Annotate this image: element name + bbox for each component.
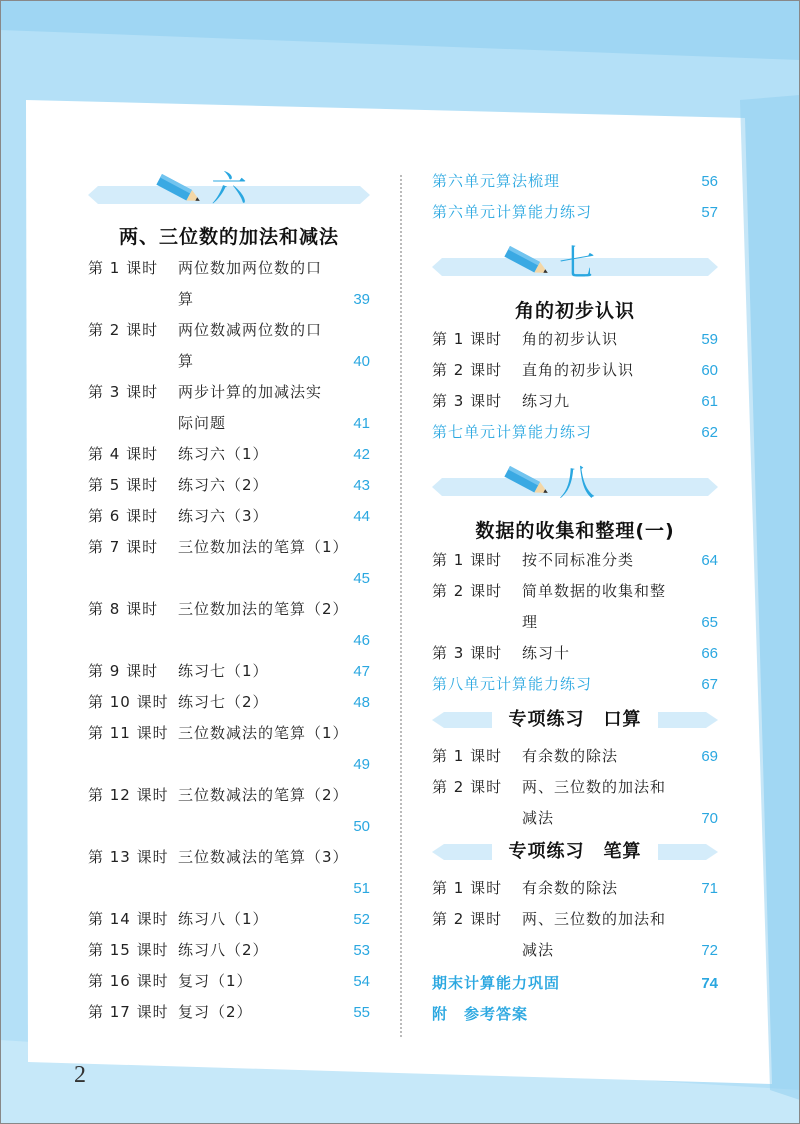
page-number-ref: 40: [353, 353, 370, 370]
page-number-ref: 65: [701, 614, 718, 631]
entry-title: 算: [178, 352, 195, 370]
column-divider: [400, 175, 402, 1037]
lesson-label: 第 2 课时: [432, 910, 503, 928]
page-number-ref: 74: [701, 975, 718, 992]
lesson-label: 第 1 课时: [432, 551, 503, 569]
toc-entry: [88, 439, 370, 470]
special-practice-title: 专项练习 笔算: [508, 841, 642, 862]
entry-title: 两、三位数的加法和: [522, 778, 667, 796]
toc-entry: [88, 315, 370, 346]
special-practice-banner: [432, 837, 718, 867]
page-number-ref: 44: [353, 508, 370, 525]
toc-entry: [432, 741, 718, 772]
entry-title: 三位数减法的笔算（2）: [178, 786, 349, 804]
page-number-ref: 66: [701, 645, 718, 662]
toc-entry: [88, 811, 370, 842]
entry-title: 第七单元计算能力练习: [432, 423, 593, 441]
toc-practice-entry: [432, 669, 718, 700]
page-number-ref: 52: [353, 911, 370, 928]
entry-title: 直角的初步认识: [522, 361, 635, 379]
page-number-ref: 61: [701, 393, 718, 410]
lesson-label: 第 9 课时: [88, 662, 159, 680]
leader-dots: [642, 545, 688, 576]
toc-entry: [88, 408, 370, 439]
lesson-label: 第 1 课时: [432, 330, 503, 348]
lesson-label: 第 8 课时: [88, 600, 159, 618]
lesson-label: 第 4 课时: [88, 445, 159, 463]
entry-title: 附 参考答案: [432, 1005, 529, 1023]
unit-title: 角的初步认识: [514, 300, 635, 322]
page-number-ref: 55: [353, 1004, 370, 1021]
entry-title: 有余数的除法: [522, 747, 619, 765]
page-number-ref: 57: [701, 204, 718, 221]
lesson-label: 第 14 课时: [88, 910, 169, 928]
entry-title: 三位数减法的笔算（1）: [178, 724, 349, 742]
toc-entry: [88, 501, 370, 532]
lesson-label: 第 11 课时: [88, 724, 169, 742]
leader-dots: [578, 638, 688, 669]
entry-title: 两步计算的加减法实: [178, 383, 323, 401]
toc-entry: [88, 625, 370, 656]
entry-title: 第六单元计算能力练习: [432, 203, 593, 221]
leader-dots: [178, 625, 340, 656]
toc-entry: [88, 997, 370, 1028]
lesson-label: 第 1 课时: [88, 259, 159, 277]
toc-entry: [432, 873, 718, 904]
toc-entry: [88, 594, 370, 625]
page-number-ref: 43: [353, 477, 370, 494]
lesson-label: 第 1 课时: [432, 747, 503, 765]
unit-ribbon: [432, 463, 718, 508]
toc-entry: [432, 576, 718, 607]
special-practice-title: 专项练习 口算: [508, 709, 642, 730]
entry-title: 按不同标准分类: [522, 551, 635, 569]
unit-number: 八: [559, 463, 596, 504]
lesson-label: 第 16 课时: [88, 972, 169, 990]
toc-entry: [432, 904, 718, 935]
leader-dots: [277, 904, 340, 935]
leader-dots: [261, 966, 340, 997]
toc-entry: [432, 386, 718, 417]
leader-dots: [178, 749, 340, 780]
unit-ribbon: [88, 169, 370, 214]
toc-entry: [88, 656, 370, 687]
leader-dots: [578, 386, 688, 417]
page-number-ref: 62: [701, 424, 718, 441]
toc-final-entry: [432, 968, 718, 999]
toc-entry: [88, 966, 370, 997]
leader-dots: [546, 607, 688, 638]
lesson-label: 第 2 课时: [432, 361, 503, 379]
leader-dots: [178, 811, 340, 842]
page-number-ref: 50: [353, 818, 370, 835]
toc-entry: [88, 780, 370, 811]
toc-appendix-entry: [432, 999, 718, 1030]
toc-entry: [88, 563, 370, 594]
entry-title: 减法: [522, 809, 555, 827]
lesson-label: 第 13 课时: [88, 848, 169, 866]
entry-title: 练习十: [522, 644, 571, 662]
page-number-ref: 42: [353, 446, 370, 463]
leader-dots: [600, 669, 688, 700]
toc-entry: [88, 687, 370, 718]
leader-dots: [642, 355, 688, 386]
page-number-ref: 47: [353, 663, 370, 680]
leader-dots: [562, 803, 688, 834]
toc-entry: [432, 355, 718, 386]
leader-dots: [277, 501, 340, 532]
leader-dots: [277, 935, 340, 966]
page-number-ref: 45: [353, 570, 370, 587]
leader-dots: [277, 687, 340, 718]
toc-practice-entry: [432, 417, 718, 448]
leader-dots: [562, 935, 688, 966]
toc-entry: [432, 772, 718, 803]
lesson-label: 第 17 课时: [88, 1003, 169, 1021]
lesson-label: 第 6 课时: [88, 507, 159, 525]
entry-title: 两位数加两位数的口: [178, 259, 323, 277]
leader-dots: [178, 873, 340, 904]
entry-title: 练习七（1）: [178, 662, 269, 680]
page-number-ref: 41: [353, 415, 370, 432]
page-number: 2: [74, 1062, 86, 1088]
toc-entry: [88, 346, 370, 377]
toc-entry: [432, 935, 718, 966]
lesson-label: 第 10 课时: [88, 693, 169, 711]
page-number-ref: 48: [353, 694, 370, 711]
page-number-ref: 72: [701, 942, 718, 959]
toc-entry: [88, 873, 370, 904]
entry-title: 有余数的除法: [522, 879, 619, 897]
page-number-ref: 71: [701, 880, 718, 897]
entry-title: 三位数减法的笔算（3）: [178, 848, 349, 866]
page-number-ref: 51: [353, 880, 370, 897]
lesson-label: 第 2 课时: [432, 582, 503, 600]
entry-title: 第六单元算法梳理: [432, 172, 561, 190]
page-number-ref: 59: [701, 331, 718, 348]
leader-dots: [277, 439, 340, 470]
page-number-ref: 67: [701, 676, 718, 693]
toc-practice-entry: [432, 197, 718, 228]
page-number-ref: 46: [353, 632, 370, 649]
entry-title: 练习七（2）: [178, 693, 269, 711]
toc-entry: [432, 545, 718, 576]
entry-title: 两位数减两位数的口: [178, 321, 323, 339]
entry-title: 练习九: [522, 392, 571, 410]
lesson-label: 第 3 课时: [88, 383, 159, 401]
unit-number: 七: [559, 243, 596, 284]
leader-dots: [234, 408, 340, 439]
entry-title: 练习六（3）: [178, 507, 269, 525]
entry-title: 算: [178, 290, 195, 308]
toc-entry: [432, 803, 718, 834]
special-practice-banner: [432, 705, 718, 735]
entry-title: 练习六（2）: [178, 476, 269, 494]
toc-entry: [88, 532, 370, 563]
page-number-ref: 70: [701, 810, 718, 827]
leader-dots: [202, 346, 340, 377]
entry-title: 练习八（2）: [178, 941, 269, 959]
page-number-ref: 49: [353, 756, 370, 773]
toc-entry: [88, 935, 370, 966]
entry-title: 际问题: [178, 414, 227, 432]
leader-dots: [277, 656, 340, 687]
lesson-label: 第 3 课时: [432, 644, 503, 662]
leader-dots: [202, 284, 340, 315]
toc-entry: [88, 470, 370, 501]
entry-title: 理: [522, 613, 539, 631]
leader-dots: [626, 741, 688, 772]
toc-entry: [88, 904, 370, 935]
unit-ribbon: [432, 243, 718, 288]
leader-dots: [600, 417, 688, 448]
leader-dots: [626, 324, 688, 355]
entry-title: 期末计算能力巩固: [432, 974, 561, 992]
toc-entry: [88, 718, 370, 749]
lesson-label: 第 2 课时: [432, 778, 503, 796]
lesson-label: 第 5 课时: [88, 476, 159, 494]
entry-title: 第八单元计算能力练习: [432, 675, 593, 693]
leader-dots: [277, 470, 340, 501]
leader-dots: [600, 197, 688, 228]
unit-number: 六: [211, 169, 248, 210]
page-number-ref: 69: [701, 748, 718, 765]
lesson-label: 第 12 课时: [88, 786, 169, 804]
lesson-label: 第 1 课时: [432, 879, 503, 897]
lesson-label: 第 15 课时: [88, 941, 169, 959]
leader-dots: [568, 166, 688, 197]
page-number-ref: 64: [701, 552, 718, 569]
entry-title: 练习八（1）: [178, 910, 269, 928]
leader-dots: [261, 997, 340, 1028]
toc-entry: [88, 749, 370, 780]
entry-title: 两、三位数的加法和: [522, 910, 667, 928]
leader-dots: [178, 563, 340, 594]
entry-title: 三位数加法的笔算（1）: [178, 538, 349, 556]
page-number-ref: 56: [701, 173, 718, 190]
toc-entry: [88, 253, 370, 284]
entry-title: 减法: [522, 941, 555, 959]
toc-practice-entry: [432, 166, 718, 197]
lesson-label: 第 2 课时: [88, 321, 159, 339]
entry-title: 复习（1）: [178, 972, 253, 990]
toc-entry: [432, 607, 718, 638]
entry-title: 简单数据的收集和整: [522, 582, 667, 600]
toc-entry: [88, 842, 370, 873]
entry-title: 复习（2）: [178, 1003, 253, 1021]
entry-title: 三位数加法的笔算（2）: [178, 600, 349, 618]
toc-entry: [432, 638, 718, 669]
unit-title: 两、三位数的加法和减法: [118, 226, 339, 248]
leader-dots: [626, 873, 688, 904]
lesson-label: 第 3 课时: [432, 392, 503, 410]
page-number-ref: 60: [701, 362, 718, 379]
lesson-label: 第 7 课时: [88, 538, 159, 556]
page-number-ref: 53: [353, 942, 370, 959]
unit-title: 数据的收集和整理(一): [475, 520, 675, 542]
toc-entry: [432, 324, 718, 355]
entry-title: 练习六（1）: [178, 445, 269, 463]
entry-title: 角的初步认识: [522, 330, 619, 348]
toc-entry: [88, 284, 370, 315]
page-number-ref: 54: [353, 973, 370, 990]
page-number-ref: 39: [353, 291, 370, 308]
toc-entry: [88, 377, 370, 408]
